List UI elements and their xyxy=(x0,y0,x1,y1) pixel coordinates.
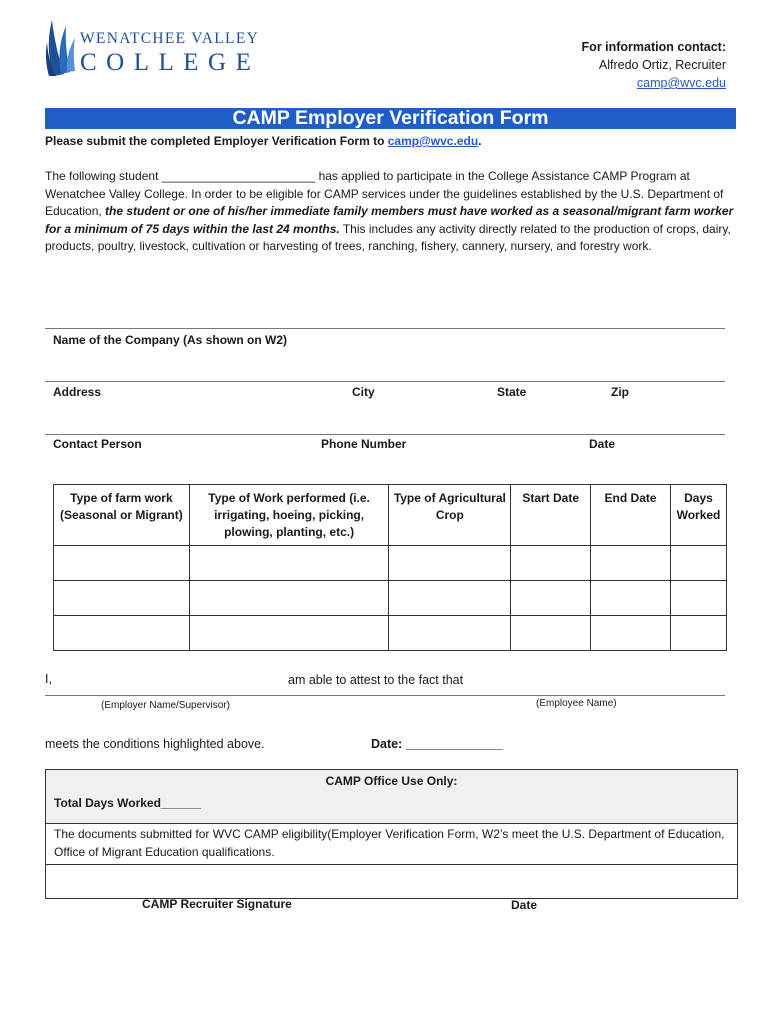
table-cell[interactable] xyxy=(670,581,726,616)
table-header-row xyxy=(54,485,727,546)
contact-block xyxy=(582,38,726,92)
table-cell[interactable] xyxy=(591,581,671,616)
contact-email-link[interactable]: camp@wvc.edu xyxy=(636,76,726,90)
recruiter-signature-label: CAMP Recruiter Signature xyxy=(142,897,292,911)
submit-prefix: Please submit the completed Employer Verification Form to xyxy=(45,134,388,148)
intro-part-1: The following student _______________________ has applied to participate in the College Assistance CAMP Program at Wenatchee Valley College. In order to be eligible for CAMP services under the guidelines established by the U.S. Department of Education, xyxy=(45,169,724,218)
table-cell[interactable] xyxy=(389,616,511,651)
table-cell[interactable] xyxy=(189,546,389,581)
date-label: Date xyxy=(589,437,616,451)
table-cell[interactable] xyxy=(591,546,671,581)
contact-name: Alfredo Ortiz, Recruiter xyxy=(598,58,726,72)
office-use-box xyxy=(45,769,738,899)
contact-heading: For information contact: xyxy=(581,40,726,54)
address-label: Address xyxy=(53,385,102,399)
intro-emphasis: the student or one of his/her immediate family members must have worked as a seasonal/migrant farm worker for a minimum of 75 days within the last 24 months. xyxy=(45,204,734,236)
col-start-date: Start Date xyxy=(511,485,591,546)
logo-line-2: COLLEGE xyxy=(80,49,261,76)
table-row xyxy=(54,616,727,651)
office-heading: CAMP Office Use Only: xyxy=(325,774,458,788)
submit-instruction xyxy=(45,134,482,148)
flame-logo-icon xyxy=(44,16,78,78)
col-days-worked: Days Worked xyxy=(670,485,726,546)
table-cell[interactable] xyxy=(54,616,190,651)
employer-caption: (Employer Name/Supervisor) xyxy=(101,700,230,711)
table-cell[interactable] xyxy=(189,616,389,651)
table-cell[interactable] xyxy=(389,581,511,616)
col-farm-work-type: Type of farm work (Seasonal or Migrant) xyxy=(54,485,190,546)
attest-line[interactable] xyxy=(45,695,725,696)
table-cell[interactable] xyxy=(591,616,671,651)
col-end-date: End Date xyxy=(591,485,671,546)
state-label: State xyxy=(497,385,527,399)
intro-part-2: This includes any activity directly related to the production of crops, dairy, products, poultry, livestock, cultivation or harvesting of trees, ranching, fishery, cannery, nursery, and forestry work. xyxy=(45,221,731,253)
logo-line-1: WENATCHEE VALLEY xyxy=(80,30,260,47)
intro-paragraph xyxy=(45,168,737,256)
total-days-field[interactable]: Total Days Worked______ xyxy=(54,796,201,810)
table-cell[interactable] xyxy=(511,581,591,616)
submit-suffix: . xyxy=(478,134,482,148)
table-cell[interactable] xyxy=(54,581,190,616)
table-cell[interactable] xyxy=(189,581,389,616)
office-blank-row[interactable] xyxy=(46,865,737,898)
table-row xyxy=(54,581,727,616)
conditions-text: meets the conditions highlighted above. xyxy=(45,737,265,751)
office-header xyxy=(46,770,737,824)
company-label: Name of the Company (As shown on W2) xyxy=(53,333,288,347)
col-crop-type: Type of Agricultural Crop xyxy=(389,485,511,546)
company-line[interactable] xyxy=(45,328,725,329)
submit-email-link[interactable]: camp@wvc.edu xyxy=(387,134,479,148)
contact-person-label: Contact Person xyxy=(53,437,142,451)
col-work-performed: Type of Work performed (i.e. irrigating, hoeing, picking, plowing, planting, etc.) xyxy=(189,485,389,546)
office-date-label: Date xyxy=(511,898,538,912)
table-cell[interactable] xyxy=(670,546,726,581)
contact-line[interactable] xyxy=(45,434,725,435)
form-title: CAMP Employer Verification Form xyxy=(45,108,736,129)
table-cell[interactable] xyxy=(670,616,726,651)
employee-caption: (Employee Name) xyxy=(536,698,617,709)
work-table xyxy=(53,484,727,651)
table-cell[interactable] xyxy=(54,546,190,581)
table-cell[interactable] xyxy=(511,616,591,651)
table-cell[interactable] xyxy=(511,546,591,581)
attest-text: am able to attest to the fact that xyxy=(288,673,464,687)
table-cell[interactable] xyxy=(389,546,511,581)
address-line[interactable] xyxy=(45,381,725,382)
phone-label: Phone Number xyxy=(321,437,407,451)
table-row xyxy=(54,546,727,581)
office-documents-note: The documents submitted for WVC CAMP eligibility(Employer Verification Form, W2’s meet the U.S. Department of Education, Office of Migrant Education qualifications. xyxy=(46,824,737,865)
city-label: City xyxy=(352,385,375,399)
attest-date[interactable]: Date: ______________ xyxy=(371,737,504,751)
zip-label: Zip xyxy=(611,385,629,399)
attest-i-label: I, xyxy=(45,672,52,686)
